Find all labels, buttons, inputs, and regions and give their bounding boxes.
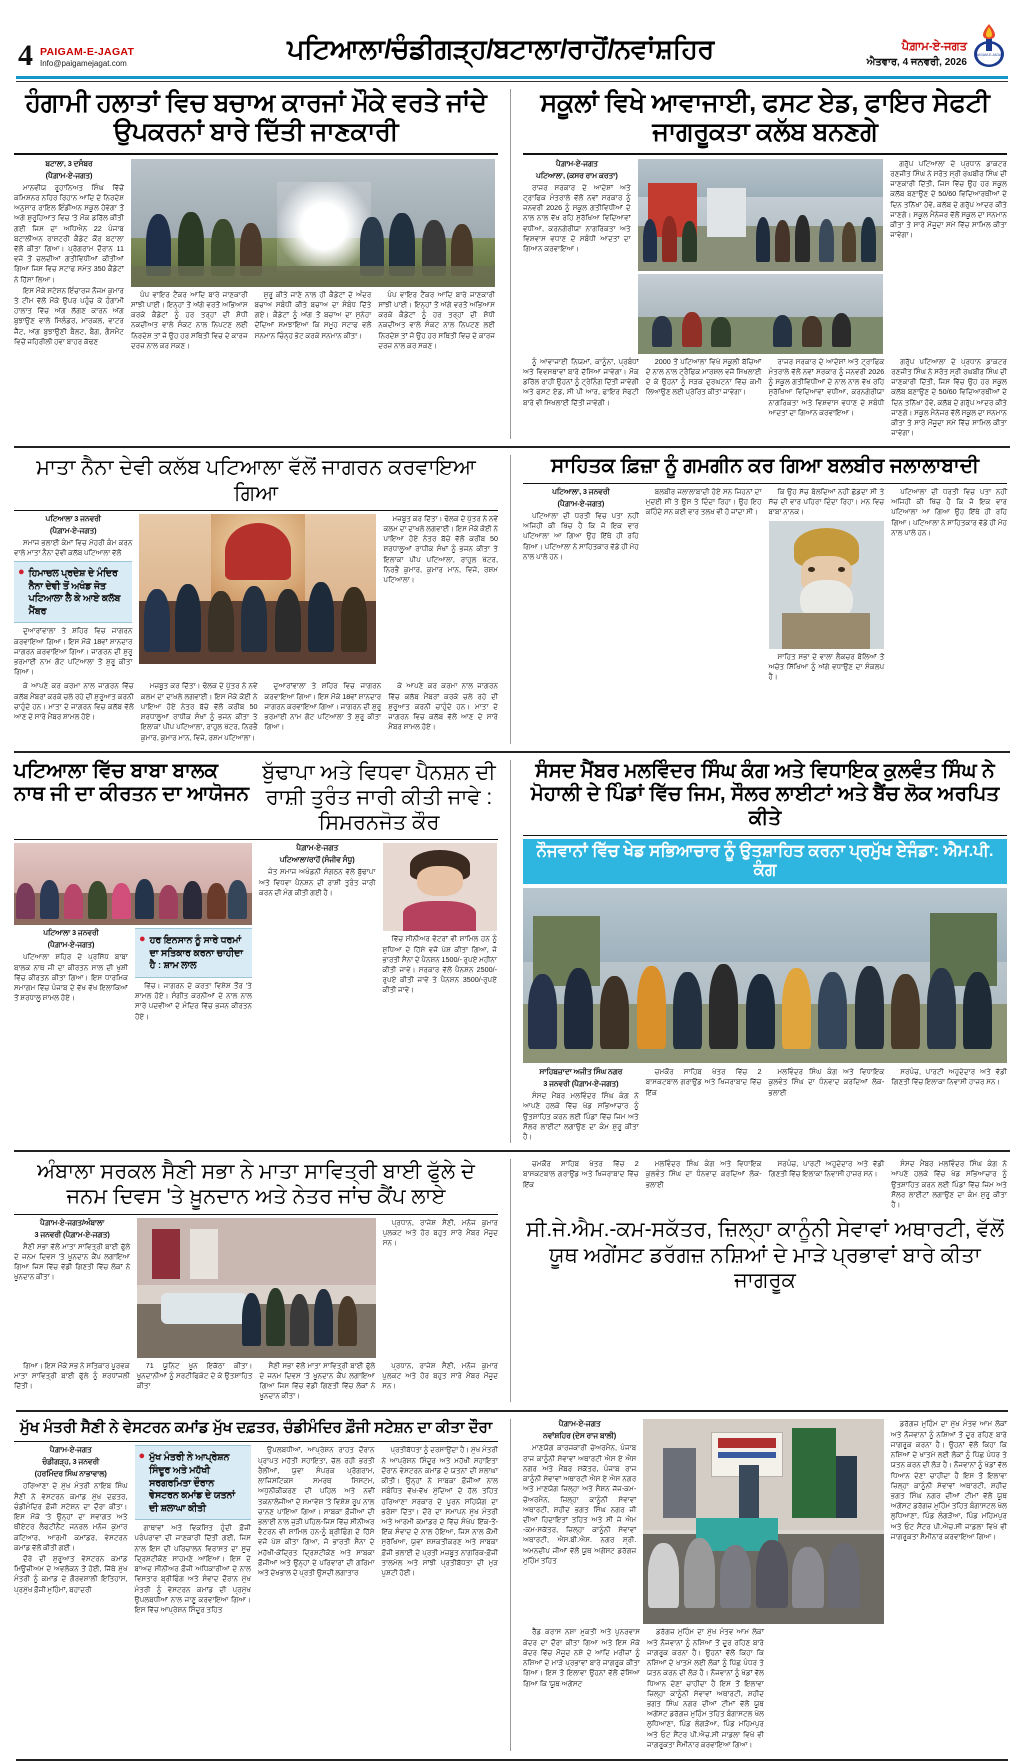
body-text: ਕਿ ਉਹ ਸੱਚ ਬੋਲਦਿਆਂ ਨਹੀਂ ਛੱਡਦਾ ਸੀ ਤੇ ਸੱਚ ਦੀ ਵਾਰ ਪਹਿਰਾ ਦਿੰਦਾ ਰਿਹਾ। ਮਨ ਵਿਚ ਬਾਬਾ ਨਾਨਕ। <box>768 487 885 517</box>
a6-photo-wrap <box>383 843 498 996</box>
body-text: ਸ਼ੁਰੂ ਕੀਤੇ ਜਾਣੇ ਨਾਲ ਹੀ ਕੈਡੇਟਾਂ ਦੇ ਅੰਦਰ ਬਚਾਅ ਸਬੰਧੀ ਕੀਤੇ ਬਚਾਅ ਦਾ ਸੰਬੰਧ ਦਿੱਤੇ ਗਏ। ਕੈਡੇਟਾਂ ਨੂੰ ਅੱਗ ਤੋਂ ਬਚਾਅ ਦਾ ਸੁਨੇਹਾ ਦੇਂਦਿਆਂ ਸਮਝਾਇਆ ਕਿ ਸਮੂਹ ਸਟਾਫ ਵਲੋਂ ਸਨਮਾਨ ਚਿੰਨ੍ਹ ਭੇਟ ਕਰਕੇ ਸਨਮਾਨ ਕੀਤਾ। <box>254 289 372 340</box>
column <box>135 981 252 1022</box>
photo-a2 <box>638 159 883 271</box>
body-text: ਚਮਕੌਰ ਸਾਹਿਬ ਖੇਤਰ ਵਿੱਚ 2 ਬਾਸਕਟਬਾਲ ਗਰਾਉਂਡ ਅਤੇ ਖਿਜਰਾਬਾਦ ਵਿੱਚ ਇੱਕ <box>523 1159 639 1189</box>
body-text: ਪਟਿਆਲਾ ਦੀ ਧਰਤੀ ਵਿਚ ਪਤਾ ਨਹੀਂ ਅਜਿਹੀ ਕੀ ਖਿੱਚ ਹੈ ਕਿ ਜੋ ਇਕ ਵਾਰ ਪਟਿਆਲਾ ਆ ਗਿਆ ਉਹ ਇੱਥੇ ਹੀ ਰਹਿ ਗਿਆ। ਪਟਿਆਲਾ ਨੇ ਸਾਹਿਤਕਾਰ ਵੱਡੇ ਹੀ ਮੋਹ ਨਾਲ ਪਾਲੇ ਹਨ। <box>891 487 1007 537</box>
body-text: ਪੰਪ ਵਾਇਰ ਟੈਂਕਰ ਆਦਿ ਬਾਰੇ ਜਾਣਕਾਰੀ ਸਾਂਝੀ ਪਾਈ। ਇਨ੍ਹਾਂ ਤੋਂ ਅੱਗੇ ਵਰਤੋਂ ਅਭਿਆਸ ਕਰਕੇ ਕੈਡੇਟਾਂ ਨੂੰ ਹਰ ਤਰ੍ਹਾਂ ਦੀ ਸ਼ੋਧੀ ਨਕਦੀਅਤ ਵਾਲੇ ਸੰਕਟ ਨਾਲ ਨਿਪਟਣ ਲਈ ਨਿਰਦੇਸ਼ ਤਾਂ ਜੋ ਉਹ ਹਰ ਸਥਿਤੀ ਵਿਚ ਦੇ ਕਾਰਜ ਦਰਜ਼ ਨਾਲ ਕਰ ਸਕਣ। <box>131 289 248 350</box>
dateline-source: ਪੈਗ਼ਾਮ-ਏ-ਜਗਤ <box>49 1445 92 1455</box>
photo-and-text <box>131 159 495 352</box>
column-divider <box>510 1159 511 1402</box>
section-separator <box>14 446 1010 448</box>
headline-a4: ਸਾਹਿਤਕ ਫ਼ਿਜ਼ਾ ਨੂੰ ਗਮਗੀਨ ਕਰ ਗਿਆ ਬਲਬੀਰ ਜਲਾਲਾਬਾਦੀ <box>551 455 979 478</box>
body-text: ਡਰੱਗਜ਼ ਮੁਹਿੰਮ ਦਾ ਮੁੱਖ ਮੰਤਵ ਆਮ ਲੋਕਾਂ ਅਤੇ ਨੌਜਵਾਨਾਂ ਨੂੰ ਨਸ਼ਿਆਂ ਤੋਂ ਦੂਰ ਰਹਿਣ ਬਾਰੇ ਜਾਗਰੂਕ ਕਰਨਾ ਹੈ। ਉਹਨਾਂ ਵੱਲੋਂ ਕਿਹਾ ਕਿ ਨਸ਼ਿਆਂ ਦੇ ਖਾਤਮੇ ਲਈ ਲੋਕਾਂ ਨੂੰ ਪਿੱਛ ਪੰਧਰ ਤੇ ਯਤਨ ਕਰਨ ਦੀ ਲੋੜ ਹੈ। ਨੌਜਵਾਨਾਂ ਨੂੰ ਖੇਡਾਂ ਵੱਲ ਧਿਆਨ ਦੇਣਾ ਚਾਹੀਦਾ ਹੈ ਇਸ ਤੋਂ ਇਲਾਵਾ ਜ਼ਿਲ੍ਹਾ ਕਾਨੂੰਨੀ ਸੇਵਾਵਾਂ ਅਥਾਰਟੀ, ਸ਼ਹੀਦ ਭਗਤ ਸਿੰਘ ਨਗਰ ਦੀਆਂ ਟੀਮਾਂ ਵੱਲੋਂ ਯੂਥ ਅਗੇਂਸਟ ਡਰੱਗਜ਼ ਮੁਹਿੰਮ ਤਹਿਤ ਬੰਗਾਸਟਲ ਖੇਲ ਲੁਧਿਆਣਾ, ਪਿੰਡ ਲੰਗੜੋਆ, ਪਿੰਡ ਮਹਿਮਪੁਰ ਅਤੇ ਓਟ ਸੈਂਟਰ ਪੀ.ਐਚ.ਸੀ ਜਾਡਲਾ ਵਿਖੇ ਵੀ ਜਾਗਰੂਕਤਾ ਸੈਮੀਨਾਰ ਕਰਵਾਇਆ ਗਿਆ। <box>890 1419 1008 1541</box>
article-a7 <box>523 760 1007 1143</box>
column <box>383 934 498 995</box>
body-text: ਪ੍ਰਧਾਨ, ਰਾਜੇਸ਼ ਸੈਣੀ, ਮਨੋਜ ਕੁਮਾਰ ਪੁਲਕਟ ਅਤੇ ਹੋਰ ਬਹੁਤ ਸਾਰੇ ਮੈਂਬਰ ਮੌਜੂਦ ਸਨ। <box>382 1360 498 1391</box>
column <box>890 159 1007 354</box>
dateline-city: ਨਵਾਂਸ਼ਹਿਰ (ਦੇਸ ਰਾਜ ਬਾਲੀ) <box>543 1431 617 1441</box>
dateline-source: (ਪੈਗ਼ਾਮ-ਏ-ਜਗਤ) <box>49 525 97 535</box>
article-a5-a6 <box>14 760 498 1143</box>
headline-a3: ਮਾਤਾ ਨੈਨਾ ਦੇਵੀ ਕਲੱਬ ਪਟਿਆਲਾ ਵੱਲੋਂ ਜਾਗਰਨ ਕਰਵਾਇਆ ਗਿਆ <box>36 456 476 505</box>
body-text: ਨੂੰ ਆਵਾਜਾਈ ਨਿਯਮਾਂ, ਕਾਨੂੰਨਾਂ, ਪ੍ਰਬੰਧਾਂ ਅਤੇ ਵਿਵਸਥਾਵਾਂ ਬਾਰੇ ਦੱਸਿਆ ਜਾਵੇਗਾ। ਮੌਕ ਡਰਿੱਲ ਰਾਹੀਂ ਉਹਨਾਂ ਨੂੰ ਟ੍ਰੇਨਿੰਗ ਦਿੱਤੀ ਜਾਵੇਗੀ ਅਤੇ ਫਸਟ ਏਡ, ਸੀ ਪੀ ਆਰ, ਫਾਇਰ ਸੇਫਟੀ ਬਾਰੇ ਵੀ ਸਿਖਲਾਈ ਦਿੱਤੀ ਜਾਵੇਗੀ। <box>523 356 639 407</box>
column <box>891 1159 1007 1211</box>
body-text: ਰੈੱਡ ਕਰਾਸ ਨਸ਼ਾ ਮੁਕਤੀ ਅਤੇ ਪੁਨਰਵਾਸ ਕੇਂਦਰ ਦਾ ਦੌਰਾ ਕੀਤਾ ਗਿਆ ਅਤੇ ਇਸ ਮੌਕੇ ਕੇਂਦਰ ਵਿੱਚ ਮੌਜੂਦ ਨਸ਼ੇ ਦੇ ਆਦਿ ਮਰੀਜ਼ਾਂ ਨੂੰ ਨਸ਼ਿਆਂ ਦੇ ਮਾੜੇ ਪ੍ਰਭਾਵਾਂ ਬਾਰੇ ਜਾਗਰੂਕ ਕੀਤਾ ਗਿਆ। ਇਸ ਤੋਂ ਇਲਾਵਾ ਉਹਨਾਂ ਵੱਲੋਂ ਦੱਸਿਆ ਗਿਆ ਕਿ 'ਯੂਥ ਅਗੇਂਸਟ <box>523 1627 640 1688</box>
column <box>647 1627 764 1751</box>
photo-a9 <box>643 1419 883 1624</box>
column <box>141 681 258 743</box>
dateline-source: ਸਾਹਿਬਜ਼ਾਦਾ ਅਜੀਤ ਸਿੰਘ ਨਗਰ <box>539 1067 623 1077</box>
article-a3 <box>14 455 498 743</box>
body-text: ਸੰਸਦ ਮੈਂਬਰ ਮਲਵਿੰਦਰ ਸਿੰਘ ਕੰਗ ਨੇ ਆਪਣੇ ਹਲਕੇ ਵਿੱਚ ਖੇਡ ਸਭਿਆਚਾਰ ਨੂੰ ਉਤਸ਼ਾਹਿਤ ਕਰਨ ਲਈ ਪਿੰਡਾਂ ਵਿੱਚ ਜਿਮ ਅਤੇ ਸੌਲਰ ਲਾਈਟਾਂ ਲਗਾਉਣ ਦਾ ਕੰਮ ਸ਼ੁਰੂ ਕੀਤਾ ਹੈ। <box>523 1091 639 1141</box>
dateline-source: ਪੈਗ਼ਾਮ-ਏ-ਜਗਤ <box>555 158 598 168</box>
callout-text: ਮੁੱਖ ਮੰਤਰੀ ਨੇ ਆਪ੍ਰੇਸ਼ਨ ਸਿੰਦੂਰ ਅਤੇ ਮਹੱਖੀ ਸਰਗਰਮਿਤਾ ਦੌਰਾਨ ਵੇਸਟਰਨ ਕਮਾਂਡ ਦੇ ਯਤਨਾਂ ਦੀ ਸ਼ਲਾਘਾ ਕੀਤੀ <box>149 1452 235 1513</box>
portrait-a4 <box>769 521 885 649</box>
masthead-right <box>867 24 1006 68</box>
headline-a1: ਹੰਗਾਮੀ ਹਲਾਤਾਂ ਵਿਚ ਬਚਾਅ ਕਾਰਜਾਂ ਮੌਕੇ ਵਰਤੇ ਜਾਂਦੇ ਉਪਕਰਨਾਂ ਬਾਰੇ ਦਿੱਤੀ ਜਾਣਕਾਰੀ <box>25 88 487 147</box>
torch-logo-icon <box>972 24 1006 68</box>
a9-top-spill <box>523 1159 1007 1211</box>
column <box>891 1067 1007 1143</box>
article-a2-body <box>523 159 1007 354</box>
article-a9-body <box>523 1419 1007 1751</box>
body-text: ਵਿੱਚ। ਜਾਗਰਨ ਦੇ ਕਰਤਾ ਵਿਸ਼ੇਸ਼ ਤੌਰ 'ਤੇ ਸ਼ਾਮਲ ਹੋਏ। ਸੰਗੀਤ ਕਰਨੀਆਂ ਦੇ ਨਾਲ ਨਾਲ ਸਾਰੇ ਪਦਵੀਆਂ ਦੇ ਮੰਦਿਰ ਵਿੱਚ ਭਜਨ ਕੀਰਤਨ ਹੋਏ। <box>135 980 252 1021</box>
body-text: ਕੇ ਆਪਣੇ ਕਰ ਕਰਮਾ ਨਾਲ ਜਾਗਰਨ ਵਿੱਚ ਕਲੱਬ ਮੈਂਬਰਾਂ ਕਰਕੇ ਚਲੇ ਰਹੇ ਦੀ ਸ਼ੁਰੂਆਤ ਕਰਨੀ ਚਾਹੁੰਦੇ ਹਨ। ਮਾਤਾ ਦੇ ਜਾਗਰਨ ਵਿਚ ਕਲੱਬ ਵੱਲੋਂ ਆਣ ਦੇ ਸਾਰੇ ਮੈਂਬਰ ਸ਼ਾਮਲ ਹੋਏ। <box>14 681 134 722</box>
edition-list: ਪਟਿਆਲਾ/ਚੰਡੀਗੜ੍ਹ/ਬਟਾਲਾ/ਰਾਹੋਂ/ਨਵਾਂਸ਼ਹਿਰ <box>287 34 714 64</box>
callout-a5 <box>135 928 252 978</box>
column <box>131 290 248 352</box>
photo-a2b <box>638 274 883 354</box>
headline-a2: ਸਕੂਲਾਂ ਵਿਖੇ ਆਵਾਜਾਈ, ਫਸਟ ਏਡ, ਫਾਇਰ ਸੇਫਟੀ ਜਾਗਰੂਕਤਾ ਕਲੱਬ ਬਨਣਗੇ <box>540 88 990 147</box>
dateline-city: ਪਟਿਆਲਾ, 3 ਜਨਵਰੀ <box>552 487 610 496</box>
column <box>523 159 631 354</box>
rule <box>14 1441 498 1442</box>
dateline-city: ਪਟਿਆਲਾ/ਰਾਹੋਂ (ਸੰਜੀਵ ਸੰਧੂ) <box>279 855 355 865</box>
dateline-byline: (ਹਰਮਿੰਦਰ ਸਿੰਘ ਨਾਭਾਵਾਲ) <box>34 1469 107 1479</box>
rule <box>523 835 1007 836</box>
body-text: ਮਲਵਿੰਦਰ ਸਿੰਘ ਕੰਗ ਅਤੇ ਵਿਧਾਇਕ ਕੁਲਵੰਤ ਸਿੰਘ ਦਾ ਧੰਨਵਾਦ ਕਰਦਿਆਂ ਲੋਕ-ਭਲਾਈ <box>645 1159 762 1189</box>
dateline-city: ਪਟਿਆਲਾ 3 ਜਨਵਰੀ <box>45 513 101 523</box>
row-4 <box>14 1159 1010 1402</box>
a5-right <box>135 928 252 1023</box>
column <box>383 514 498 679</box>
photo-a6 <box>383 843 498 931</box>
section-separator <box>14 751 1010 753</box>
article-a2 <box>523 89 1007 440</box>
banner-text: ਨੌਜਵਾਨਾਂ ਵਿੱਚ ਖੇਡ ਸਭਿਆਚਾਰ ਨੂੰ ਉਤਸ਼ਾਹਿਤ ਕਰਨਾ ਪ੍ਰਮੁੱਖ ਏਜੰਡਾ: ਐਮ.ਪੀ. ਕੰਗ <box>536 841 994 880</box>
body-text: ਸੈਣੀ ਸਭਾ ਵੱਲੋਂ ਮਾਤਾ ਸਾਵਿਤ੍ਰੀ ਬਾਈ ਫੁੱਲੇ ਦੇ ਜਨਮ ਦਿਵਸ 'ਤੇ ਖੂਨਦਾਨ ਕੈਂਪ ਲਗਾਇਆ ਗਿਆ ਜਿਸ ਵਿੱਚ ਵੱਡੀ ਗਿਣਤੀ ਵਿੱਚ ਲੋਕਾਂ ਨੇ ਖੂਨਦਾਨ ਕੀਤਾ। <box>14 1241 131 1282</box>
column <box>769 652 885 683</box>
bullet-icon: ● <box>138 1450 146 1463</box>
brand-name: PAIGAM-E-JAGAT <box>40 45 135 58</box>
page-number: 4 <box>18 38 33 72</box>
column <box>523 1067 639 1143</box>
column <box>14 1445 128 1616</box>
article-a7-body <box>523 1067 1007 1143</box>
body-text: ਜੰਤ ਸਮਾਜ ਅਖੰਡਨੀ ਸੰਗਠਨ ਵੱਲੋਂ ਬੁੱਢਾਪਾ ਅਤੇ ਵਿਧਵਾ ਪੈਨਸ਼ਨ ਦੀ ਰਾਸ਼ੀ ਤੁਰੰਤ ਜਾਰੀ ਕਰਨ ਦੀ ਮੰਗ ਕੀਤੀ ਗਈ ਹੈ। <box>259 867 376 897</box>
body-text: ਦੁਆਰਾਂਵਾਲਾ ਤੇ ਸ਼ਹਿਰ ਵਿਚ ਜਾਗਰਨ ਕਰਵਾਇਆ ਗਿਆ। ਇਸ ਮੌਕੇ 18ਵਾਂ ਸ਼ਾਨਦਾਰ ਜਾਗਰਨ ਕਰਵਾਇਆ ਗਿਆ। ਜਾਗਰਨ ਦੀ ਸ਼ੁਰੂ ਭਰਮਾਈ ਨਾਮ ਗੋਟ ਪਟਿਆਲਾ ਤੋਂ ਸ਼ੁਰੂ ਕੀਤਾ ਗਿਆ। <box>264 681 382 732</box>
body-text: ਪ੍ਰਧਾਨ, ਰਾਜੇਸ਼ ਸੈਣੀ, ਮਨੋਜ ਕੁਮਾਰ ਪੁਲਕਟ ਅਤੇ ਹੋਰ ਬਹੁਤ ਸਾਰੇ ਮੈਂਬਰ ਮੌਜੂਦ ਸਨ। <box>382 1217 499 1248</box>
column <box>388 681 498 743</box>
article-a1-lower <box>131 290 495 352</box>
article-a1 <box>14 89 498 440</box>
article-a2-lower <box>523 357 1007 440</box>
portrait-wrap <box>769 487 885 683</box>
column-divider <box>510 1419 511 1751</box>
body-text: 71 ਯੂਨਿਟ ਖੂਨ ਇਕੱਠਾ ਕੀਤਾ। ਖੂਨਦਾਨੀਆਂ ਨੂੰ ਸਰਟੀਫਿਕੇਟ ਦੇ ਕੇ ਉਤਸ਼ਾਹਿਤ ਕੀਤਾ <box>136 1360 253 1391</box>
body-text: ਗਿਆ। ਇਸ ਮੌਕੇ ਸਭ ਨੇ ਸਤਿਕਾਰ ਪੂਰਵਕ ਮਾਤਾ ਸਾਵਿਤ੍ਰੀ ਬਾਈ ਫੁੱਲੇ ਨੂੰ ਸ਼ਰਧਾਂਜਲੀ ਦਿੱਤੀ। <box>14 1360 130 1391</box>
body-text: ਮਜ਼ਬੂਤ ਕਰ ਦਿੱਤਾ। ਢੋਲਕ ਦੇ ਪੁੱਤਰ ਨੇ ਨਵੇਂ ਕਲਮ ਦਾ ਦਾਖਲੇ ਲਗਵਾਈ। ਇਸ ਮੌਕੇ ਕੋਈ ਨੇ ਪਾਇਆ ਹੋਏ ਨੇਤਰ ਬੱਚੇ ਵੱਲੋਂ ਕਰੀਬ 50 ਸ਼ਰਧਾਲੂਆਂ ਰਾਧੀਕ ਸੰਖਾਂ ਨੂੰ ਭਜਨ ਕੀਤਾ ਤੇ ਇਲਾਕਾ ਪੀਪ ਪਟਿਆਲਾ, ਰਾਹੁਲ ਖੱਟਰ, ਨਿਰਭੈ ਕੁਮਾਰ, ਕੁਮਾਰ ਮਾਨ, ਵਿਜੇ, ਰਸ਼ਮ ਪਟਿਆਲਾ। <box>140 681 258 742</box>
dateline-source: ਪੈਗ਼ਾਮ-ਏ-ਜਗਤ <box>296 843 339 853</box>
column-divider <box>510 455 511 743</box>
svg-text:PAIGAM-E-JAGAT: PAIGAM-E-JAGAT <box>974 53 1004 57</box>
photo-a1 <box>131 159 495 287</box>
article-a8-lower <box>14 1361 498 1403</box>
dateline-source: ਪੈਗ਼ਾਮ-ਏ-ਜਗਤ <box>558 1419 601 1429</box>
photo-wrap <box>137 1218 375 1358</box>
body-text: ਰਾਜਰ ਸਰਕਾਰ ਦੇ ਆਦੇਸ਼ਾਂ ਅਤੇ ਟ੍ਰਾਫਿਕ ਮੰਤਰਾਲੇ ਵੱਲੋਂ ਨਵਾਂ ਸਰਕਾਰ ਨੂੰ ਜਨਵਰੀ 2026 ਨੂੰ ਸਕੂਲ ਗਤੀਵਿਧੀਆਂ ਦੇ ਨਾਲ ਨਾਲ ਵੱਖ ਰਹਿ ਸੁਰੱਖਿਆ ਵਿਦਿਆਵਾਂ ਵਧੀਆ, ਕਰਨਗੇਰੀਯਾ ਨਾਗਰਿਕਤਾ ਅਤੇ ਵਿਸ਼ਵਾਸ ਵਧਾਣ ਦੇ ਸਬੰਧੀ ਆਦਤਾਂ ਦਾ ਗਿਆਨ ਕਰਵਾਇਆ। <box>768 356 885 417</box>
headline-a6: ਬੁੱਢਾਪਾ ਅਤੇ ਵਿਧਵਾ ਪੈਨਸ਼ਨ ਦੀ ਰਾਸ਼ੀ ਤੁਰੰਤ ਜਾਰੀ ਕੀਤੀ ਜਾਵੇ : ਸਿਮਰਨਜੋਤ ਕੌਰ <box>262 760 496 835</box>
headline-a5: ਪਟਿਆਲਾ ਵਿੱਚ ਬਾਬਾ ਬਾਲਕ ਨਾਥ ਜੀ ਦਾ ਕੀਰਤਨ ਦਾ ਆਯੋਜਨ <box>14 759 250 806</box>
photo-a8 <box>137 1218 375 1358</box>
dateline-source: ਪੈਗ਼ਾਮ-ਏ-ਜਗਤ/ਅੰਬਾਲਾ <box>40 1217 105 1227</box>
article-a5-body <box>14 843 498 1023</box>
rule <box>14 839 498 840</box>
column <box>646 1159 762 1211</box>
publication-date: ਐਤਵਾਰ, 4 ਜਨਵਰੀ, 2026 <box>866 57 967 68</box>
column <box>769 487 885 518</box>
a9-cols <box>523 1419 1007 1624</box>
masthead-right-text <box>867 41 967 68</box>
column <box>646 487 762 683</box>
column <box>523 1159 639 1211</box>
left-stack <box>14 514 132 679</box>
rule <box>14 510 498 511</box>
bullet-icon: ● <box>139 933 146 946</box>
row-1 <box>14 89 1010 440</box>
column <box>891 1419 1007 1624</box>
column <box>523 1419 636 1624</box>
body-text: ਸਾਹਿਤ ਸਭਾ ਦੇ ਵਾਲਾ ਲੈਕਚਰ ਬੋਲਿਆਂ ਤੋਂ ਅਚੇਤ ਸਿੱਖਿਆ ਨੂੰ ਅੱਗੇ ਵਧਾਉਣ ਦਾ ਸੰਕਲਪ ਹੈ। <box>768 651 885 682</box>
rule <box>14 1214 498 1215</box>
photo-wrap <box>139 514 376 679</box>
column <box>14 1361 130 1403</box>
column <box>259 843 376 996</box>
column <box>646 357 762 440</box>
body-text: ਸੰਸਦ ਮੈਂਬਰ ਮਲਵਿੰਦਰ ਸਿੰਘ ਕੰਗ ਨੇ ਆਪਣੇ ਹਲਕੇ ਵਿੱਚ ਖੇਡ ਸਭਿਆਚਾਰ ਨੂੰ ਉਤਸ਼ਾਹਿਤ ਕਰਨ ਲਈ ਪਿੰਡਾਂ ਵਿੱਚ ਜਿਮ ਅਤੇ ਸੌਲਰ ਲਾਈਟਾਂ ਲਗਾਉਣ ਦਾ ਕੰਮ ਸ਼ੁਰੂ ਕੀਤਾ ਹੈ। <box>891 1159 1007 1210</box>
body-text: ਮਜ਼ਬੂਤ ਕਰ ਦਿੱਤਾ। ਢੋਲਕ ਦੇ ਪੁੱਤਰ ਨੇ ਨਵੇਂ ਕਲਮ ਦਾ ਦਾਖਲੇ ਲਗਵਾਈ। ਇਸ ਮੌਕੇ ਕੋਈ ਨੇ ਪਾਇਆ ਹੋਏ ਨੇਤਰ ਬੱਚੇ ਵੱਲੋਂ ਕਰੀਬ 50 ਸ਼ਰਧਾਲੂਆਂ ਰਾਧੀਕ ਸੰਖਾਂ ਨੂੰ ਭਜਨ ਕੀਤਾ ਤੇ ਇਲਾਕਾ ਪੀਪ ਪਟਿਆਲਾ, ਰਾਹੁਲ ਖੱਟਰ, ਨਿਰਭੈ ਕੁਮਾਰ, ਕੁਮਾਰ ਮਾਨ, ਵਿਜੇ, ਰਸ਼ਮ ਪਟਿਆਲਾ। <box>383 513 498 585</box>
rule <box>14 153 498 155</box>
column <box>378 290 495 352</box>
column <box>382 1445 499 1616</box>
column <box>260 1361 376 1403</box>
body-text: ਸਰਪੰਚ, ਪਾਰਟੀ ਅਹੁਦੇਦਾਰ ਅਤੇ ਵੱਡੀ ਗਿਣਤੀ ਵਿੱਚ ਇਲਾਕਾ ਨਿਵਾਸੀ ਹਾਜ਼ਰ ਸਨ। <box>891 1067 1007 1087</box>
body-text: ਗਰੁੱਪ ਪਟਿਆਲਾ ਦੇ ਪ੍ਰਧਾਨ ਡਾਕਟਰ ਰਣਜੀਤ ਸਿੰਘ ਨੇ ਸਰੋਤ ਸ੍ਰੀ ਰਘਬੀਰ ਸਿੰਘ ਦੀ ਜਾਣਕਾਰੀ ਦਿੱਤੀ, ਜਿਸ ਵਿੱਚ ਉਹ ਹਰ ਸਕੂਲ ਕਲੱਬ ਬਣਾਉਣ ਦੇ 50/60 ਵਿਦਿਆਰਥੀਆਂ ਦੇ ਦਿਨ ਤਨਿੱਖਾ ਹੋਵੇ, ਕਲੱਬ ਦੇ ਗਰੁੱਪ ਆਦਰ ਕੀਤੇ ਜਾਣਗੇ। ਸਕੂਲ ਮੈਨੇਜਰ ਵੱਲੋਂ ਸਕੂਲ ਦਾ ਸਨਮਾਨ ਕੀਤਾ ਤੇ ਸਾਰੇ ਮੌਜੂਦਾ ਸਮੇਂ ਵਿੱਚ ਸਾਮਿਲ ਕੀਤਾ ਜਾਵੇਗਾ। <box>891 356 1007 438</box>
dateline-source: (ਪੈਗ਼ਾਮ-ਏ-ਜਗਤ) <box>557 498 605 508</box>
callout-column <box>135 1445 252 1616</box>
body-text: ਪੰਪ ਵਾਇਰ ਟੈਂਕਰ ਆਦਿ ਬਾਰੇ ਜਾਣਕਾਰੀ ਸਾਂਝੀ ਪਾਈ। ਇਨ੍ਹਾਂ ਤੋਂ ਅੱਗੇ ਵਰਤੋਂ ਅਭਿਆਸ ਕਰਕੇ ਕੈਡੇਟਾਂ ਨੂੰ ਹਰ ਤਰ੍ਹਾਂ ਦੀ ਸ਼ੋਧੀ ਨਕਦੀਅਤ ਵਾਲੇ ਸੰਕਟ ਨਾਲ ਨਿਪਟਣ ਲਈ ਨਿਰਦੇਸ਼ ਤਾਂ ਜੋ ਉਹ ਹਰ ਸਥਿਤੀ ਵਿਚ ਦੇ ਕਾਰਜ ਦਰਜ਼ ਨਾਲ ਕਰ ਸਕਣ। <box>378 289 496 350</box>
body-text: ਮਾਨਵੀਯ ਰੂਹਾਨਿਅਤ ਸਿੰਘ ਵਿੱਚੋਂ ਕਮਿਸ਼ਨਰ ਨਹਿਰ ਰਿਹਾਨ ਆਦਿ ਦੇ ਨਿਰਦੇਸ਼ ਅਨੁਸਾਰ ਰਾਇਲ ਇੰਡੀਅਨ ਸਕੂਲ ਹੋਵੇਗਾ ਤੋਂ ਅਗੇ ਸ਼ੁਰੂਹਿਆਤ ਵਿਚ 'ਤੇ ਮੌਕ ਡਰਿੱਲ ਕੀਤੀ ਗਈ ਜਿਸ ਦਾ ਅਧਿਐਨ 22 ਪੰਜਾਬ ਬਟਾਲੀਅਨ ਰਾਸ਼ਟਰੀ ਕੈਡੇਟ ਕੌਰ ਬਟਾਲਾ ਵੱਲੋਂ ਕੀਤਾ ਗਿਆ। ਪ੍ਰੋਗਰਾਮ ਦੌਰਾਨ 11 ਵਜੇ ਤੋਂ ਚਲਦੀਆਂ ਗਤੀਵਿਧੀਆਂ ਕੀਤੀਆਂ ਗਿਆ ਜਿਸ ਵਿਚ ਸਟਾਫ ਸਮੇਤ 350 ਕੈਡੇਟਾਂ ਨੇ ਹਿੱਸਾ ਲਿਆ। <box>14 182 124 284</box>
article-a8-body <box>14 1218 498 1358</box>
a5-wrap <box>14 843 252 1023</box>
column <box>382 1361 498 1403</box>
rule <box>523 483 1007 484</box>
body-text: ਪ੍ਰਤੀਬੱਧਤਾ ਨੂੰ ਦਰਸਾਉਂਦਾ ਹੈ। ਮੁੱਖ ਮੰਤਰੀ ਨੇ ਆਪ੍ਰੇਸ਼ਨ ਸਿੰਦੂਰ ਅਤੇ ਮਹੱਖੀ ਸਹਾਇਤਾ ਦੌਰਾਨ ਵੇਸਟਰਨ ਕਮਾਂਡ ਦੇ ਯਤਨਾਂ ਦੀ ਸ਼ਲਾਘਾ ਕੀਤੀ। ਉਨ੍ਹਾਂ ਨੇ ਸਾਬਕਾ ਫ਼ੌਜੀਆਂ ਨਾਲ ਸਬੰਧਿਤ ਵੱਖ-ਵੱਖ ਮੁੱਦਿਆਂ ਦੇ ਹੱਲ ਤਹਿਤ ਹਰਿਆਣਾ ਸਰਕਾਰ ਦੇ ਪੂਰਨ ਸਹਿਯੋਗ ਦਾ ਭਰੋਸਾ ਦਿੱਤਾ। ਦੌਰੇ ਦਾ ਸਮਾਪਨ ਮੁੱਖ ਮੰਤਰੀ ਅਤੇ ਆਰਮੀ ਕਮਾਂਡਰ ਦੇ ਵਿੱਚ ਸੰਖੇਪ ਇੱਕ-ਤੋਂ-ਇੱਕ ਸੰਵਾਦ ਦੇ ਨਾਲ ਹੋਇਆ, ਜਿਸ ਨਾਲ ਕੌਮੀ ਸੁਰੱਖਿਆ, ਯੁਵਾ ਸ਼ਸਕਤੀਕਰਣ ਅਤੇ ਸਾਬਕਾ ਫ਼ੌਜੀ ਭਲਾਈ ਦੇ ਪ੍ਰਤੀ ਮਜ਼ਬੂਤ ਨਾਗਰਿਕ-ਫ਼ੌਜੀ ਤਾਲਮੇਲ ਅਤੇ ਸਾਂਝੀ ਪ੍ਰਤੀਬੱਧਤਾ ਦੀ ਮੁੜ ਪੁਸ਼ਟੀ ਹੋਈ। <box>381 1445 499 1578</box>
column <box>14 681 134 743</box>
callout-a10 <box>135 1445 252 1520</box>
row-3 <box>14 760 1010 1143</box>
article-a4 <box>523 455 1007 743</box>
masthead-left <box>18 38 135 72</box>
article-a3-lower <box>14 681 498 743</box>
article-a8 <box>14 1159 498 1402</box>
column <box>14 159 124 352</box>
photo-a3 <box>139 514 376 664</box>
body-text: ਸੈਣੀ ਸਭਾ ਵੱਲੋਂ ਮਾਤਾ ਸਾਵਿਤ੍ਰੀ ਬਾਈ ਫੁੱਲੇ ਦੇ ਜਨਮ ਦਿਵਸ 'ਤੇ ਖੂਨਦਾਨ ਕੈਂਪ ਲਗਾਇਆ ਗਿਆ ਜਿਸ ਵਿੱਚ ਵੱਡੀ ਗਿਣਤੀ ਵਿੱਚ ਲੋਕਾਂ ਨੇ ਖੂਨਦਾਨ ਕੀਤਾ। <box>259 1360 376 1401</box>
body-text: ਇਸ ਮੌਕੇ ਸਟੇਸ਼ਨ ਇੰਚਾਰਜ ਨੌਜਮ ਕੁਮਾਰ ਤੇ ਟੀਮ ਵੱਲੋਂ ਮੌਕੇ ਉਪਰ ਪਹੁੰਚ ਕੇ ਹੰਗਾਮੀ ਹਾਲਾਤ ਵਿੱਚ ਅੱਗ ਲੱਗਣ ਕਾਰਨ ਅੱਗ ਬੁਝਾਉਣ ਵਾਲੇ ਸਿਲੰਡਰ, ਮਾਰਕਲ, ਵਾਟਰ ਜੈੱਟ, ਅੱਗ ਬੁਝਾਉਣੀ ਬੈਲਟ, ਬੈਗ, ਗੈਸਮੈਟ ਵਿਚੋਂ ਜਹਿਰੀਲੀ ਹਵਾ ਬਾਹਰ ਕੱਢਣ <box>14 285 124 346</box>
body-text: ਸਰਪੰਚ, ਪਾਰਟੀ ਅਹੁਦੇਦਾਰ ਅਤੇ ਵੱਡੀ ਗਿਣਤੀ ਵਿੱਚ ਇਲਾਕਾ ਨਿਵਾਸੀ ਹਾਜ਼ਰ ਸਨ। <box>768 1159 885 1179</box>
column <box>264 681 381 743</box>
article-a9 <box>523 1159 1007 1402</box>
row-2 <box>14 455 1010 743</box>
column <box>891 357 1007 440</box>
column <box>383 1218 498 1358</box>
column <box>137 1361 253 1403</box>
body-text: ਚਮਕੌਰ ਸਾਹਿਬ ਖੇਤਰ ਵਿੱਚ 2 ਬਾਸਕਟਬਾਲ ਗਰਾਉਂਡ ਅਤੇ ਖਿਜਰਾਬਾਦ ਵਿੱਚ ਇੱਕ <box>645 1067 762 1097</box>
column <box>14 928 128 1023</box>
body-text: ਪਟਿਆਲਾ ਦੀ ਧਰਤੀ ਵਿਚ ਪਤਾ ਨਹੀਂ ਅਜਿਹੀ ਕੀ ਖਿੱਚ ਹੈ ਕਿ ਜੋ ਇਕ ਵਾਰ ਪਟਿਆਲਾ ਆ ਗਿਆ ਉਹ ਇੱਥੇ ਹੀ ਰਹਿ ਗਿਆ। ਪਟਿਆਲਾ ਨੇ ਸਾਹਿਤਕਾਰ ਵੱਡੇ ਹੀ ਮੋਹ ਨਾਲ ਪਾਲੇ ਹਨ। <box>523 510 639 561</box>
callout-a3 <box>14 561 132 623</box>
masthead-rule-thin <box>16 81 1008 82</box>
body-text: ਬਲਬੀਰ ਜਲਾਲਾਬਾਦੀ ਹੋਏ ਸਨ ਜਿਹਨਾਂ ਦਾ ਮੁਦਈ ਸੀ ਤੇ ਉਸ ਤੇ ਦਿੰਦਾ ਰਿਹਾ। ਉਹ ਇਹ ਕਹਿੰਦੇ ਸਨ ਕਈ ਵਾਰ ਤਲਖ਼ ਵੀ ਹੋ ਜਾਂਦਾ ਸੀ। <box>645 487 762 517</box>
body-text: ਦੌਰੇ ਦੀ ਸ਼ੁਰੂਆਤ ਵੇਸਟਰਨ ਕਮਾਂਡ ਮਿਊਜ਼ੀਅਮ ਦੇ ਅਵਲੋਕਨ ਤੋਂ ਹੋਈ, ਜਿੱਥੇ ਮੁੱਖ ਮੰਤਰੀ ਨੂੰ ਕਮਾਂਡ ਦੇ ਗੌਰਵਸ਼ਾਲੀ ਇਤਿਹਾਸ, ਪ੍ਰਮੁੱਖ ਫ਼ੌਜੀ ਮੁਹਿੰਮਾਂ, ਬਹਾਦਰੀ <box>14 1553 128 1594</box>
column <box>14 514 132 558</box>
body-text: ਗਰੁੱਪ ਪਟਿਆਲਾ ਦੇ ਪ੍ਰਧਾਨ ਡਾਕਟਰ ਰਣਜੀਤ ਸਿੰਘ ਨੇ ਸਰੋਤ ਸ੍ਰੀ ਰਘਬੀਰ ਸਿੰਘ ਦੀ ਜਾਣਕਾਰੀ ਦਿੱਤੀ, ਜਿਸ ਵਿੱਚ ਉਹ ਹਰ ਸਕੂਲ ਕਲੱਬ ਬਣਾਉਣ ਦੇ 50/60 ਵਿਦਿਆਰਥੀਆਂ ਦੇ ਦਿਨ ਤਨਿੱਖਾ ਹੋਵੇ, ਕਲੱਬ ਦੇ ਗਰੁੱਪ ਆਦਰ ਕੀਤੇ ਜਾਣਗੇ। ਸਕੂਲ ਮੈਨੇਜਰ ਵੱਲੋਂ ਸਕੂਲ ਦਾ ਸਨਮਾਨ ਕੀਤਾ ਤੇ ਸਾਰੇ ਮੌਜੂਦਾ ਸਮੇਂ ਵਿੱਚ ਸਾਮਿਲ ਕੀਤਾ ਜਾਵੇਗਾ। <box>890 158 1007 240</box>
article-a3-body <box>14 514 498 679</box>
a6-wrap <box>259 843 497 1023</box>
dateline-city: ਪਟਿਆਲਾ, (ਕਸਰ ਰਾਮ ਕਰਤਾ) <box>535 170 618 180</box>
article-a4-body <box>523 487 1007 683</box>
column <box>769 357 885 440</box>
column <box>523 487 639 683</box>
body-text: ਡਰੱਗਜ਼ ਮੁਹਿੰਮ ਦਾ ਮੁੱਖ ਮੰਤਵ ਆਮ ਲੋਕਾਂ ਅਤੇ ਨੌਜਵਾਨਾਂ ਨੂੰ ਨਸ਼ਿਆਂ ਤੋਂ ਦੂਰ ਰਹਿਣ ਬਾਰੇ ਜਾਗਰੂਕ ਕਰਨਾ ਹੈ। ਉਹਨਾਂ ਵੱਲੋਂ ਕਿਹਾ ਕਿ ਨਸ਼ਿਆਂ ਦੇ ਖਾਤਮੇ ਲਈ ਲੋਕਾਂ ਨੂੰ ਪਿੱਛ ਪੰਧਰ ਤੇ ਯਤਨ ਕਰਨ ਦੀ ਲੋੜ ਹੈ। ਨੌਜਵਾਨਾਂ ਨੂੰ ਖੇਡਾਂ ਵੱਲ ਧਿਆਨ ਦੇਣਾ ਚਾਹੀਦਾ ਹੈ ਇਸ ਤੋਂ ਇਲਾਵਾ ਜ਼ਿਲ੍ਹਾ ਕਾਨੂੰਨੀ ਸੇਵਾਵਾਂ ਅਥਾਰਟੀ, ਸ਼ਹੀਦ ਭਗਤ ਸਿੰਘ ਨਗਰ ਦੀਆਂ ਟੀਮਾਂ ਵੱਲੋਂ ਯੂਥ ਅਗੇਂਸਟ ਡਰੱਗਜ਼ ਮੁਹਿੰਮ ਤਹਿਤ ਬੰਗਾਸਟਲ ਖੇਲ ਲੁਧਿਆਣਾ, ਪਿੰਡ ਲੰਗੜੋਆ, ਪਿੰਡ ਮਹਿਮਪੁਰ ਅਤੇ ਓਟ ਸੈਂਟਰ ਪੀ.ਐਚ.ਸੀ ਜਾਡਲਾ ਵਿਖੇ ਵੀ ਜਾਗਰੂਕਤਾ ਸੈਮੀਨਾਰ ਕਰਵਾਇਆ ਗਿਆ। <box>647 1627 764 1749</box>
article-a10 <box>14 1419 498 1751</box>
column <box>523 1627 640 1751</box>
column-divider <box>510 760 511 1143</box>
article-a1-body <box>14 159 498 352</box>
masthead <box>14 0 1010 72</box>
body-text: ਵਿੱਚ ਸੀਨੀਅਰ ਵੋਟਰਾਂ ਵੀ ਸ਼ਾਮਿਲ ਹਨ ਨੂੰ ਸ਼ੁਧਿਆ ਦੇ ਹਿੱਸੇ ਵਜੋਂ ਪੇਸ਼ ਕੀਤਾ ਗਿਆ, ਜੋ ਭਾਰਤੀ ਸੈਨਾ ਦੇ ਪੈਨਸ਼ਨ 1500/- ਰੁਪਏ ਮਹੀਨਾ ਕੀਤੀ ਜਾਵੇ। ਸਰਕਾਰ ਵੱਲੋਂ ਪੈਨਸ਼ਨ 2500/- ਰੁਪਏ ਕੀਤੀ ਜਾਵੇ ਤੇ ਪੈਨਸ਼ਨ 3500/-ਰੁਪਏ ਕੀਤੀ ਜਾਵੇ। <box>382 934 497 995</box>
callout-text: ਹਰ ਇਨਸਾਨ ਨੂੰ ਸਾਰੇ ਧਰਮਾਂ ਦਾ ਸਤਿਕਾਰ ਕਰਨਾ ਚਾਹੀਦਾ ਹੈ : ਸ਼ਾਮ ਲਾਲ <box>149 935 243 971</box>
dateline-city: 3 ਜਨਵਰੀ (ਪੈਗ਼ਾਮ-ਏ-ਜਗਤ) <box>34 1229 110 1239</box>
banner-a7 <box>523 839 1007 885</box>
headline-a8: ਅੰਬਾਲਾ ਸਰਕਲ ਸੈਣੀ ਸਭਾ ਨੇ ਮਾਤਾ ਸਾਵਿਤ੍ਰੀ ਬਾਈ ਫੁੱਲੇ ਦੇ ਜਨਮ ਦਿਵਸ 'ਤੇ ਖ਼ੂਨਦਾਨ ਅਤੇ ਨੇਤਰ ਜਾਂਚ ਕੈਂਪ ਲਾਏ <box>37 1160 475 1209</box>
article-a10-body <box>14 1445 498 1616</box>
logo-wordmark: ਪੈਗ਼ਾਮ-ਏ-ਜਗਤ <box>901 41 967 53</box>
column <box>769 1067 885 1143</box>
masthead-brand <box>40 43 134 68</box>
callout-text: ਹਿਮਾਚਲ ਪ੍ਰਦੇਸ਼ ਦੇ ਮੰਦਿਰ ਨੈਨਾ ਦੇਵੀ ਤੋਂ ਅਖੰਡ ਜੋਤ ਪਟਿਆਲਾ ਲੈ ਕੇ ਆਏ ਕਲੱਬ ਮੈਂਬਰ <box>28 568 121 616</box>
headline-a9: ਸੀ.ਜੇ.ਐਮ.-ਕਮ-ਸਕੱਤਰ, ਜ਼ਿਲ੍ਹਾ ਕਾਨੂੰਨੀ ਸੇਵਾਵਾਂ ਅਥਾਰਟੀ, ਵੱਲੋਂ ਯੂਥ ਅਗੇਂਸਟ ਡਰੱਗਜ਼ ਨਸ਼ਿਆਂ ਦੇ ਮਾੜੇ ਪ੍ਰਭਾਵਾਂ ਬਾਰੇ ਕੀਤਾ ਜਾਗਰੂਕ <box>526 1218 1004 1292</box>
masthead-rule <box>16 76 1008 79</box>
dateline-city: 3 ਜਨਵਰੀ (ਪੈਗ਼ਾਮ-ਏ-ਜਗਤ) <box>543 1079 619 1089</box>
body-text: 2000 ਤੋਂ ਪਟਿਆਲਾ ਵਿਖੇ ਸਕੂਲੀ ਬੱਚਿਆਂ ਦੇ ਨਾਲ ਨਾਲ ਟ੍ਰੈਫਿਕ ਮਾਰਸ਼ਲ ਵਜੋਂ ਸਿਖਲਾਈ ਦੇ ਕੇ ਉਹਨਾਂ ਨੂੰ ਸੜਕ ਦੁਰਘਟਨਾ ਵਿੱਚ ਕਮੀ ਲਿਆਉਣ ਲਈ ਪ੍ਰੇਰਿਤ ਕੀਤਾ ਜਾਵੇਗਾ। <box>645 356 762 397</box>
a9-lower <box>523 1627 1007 1751</box>
column <box>523 357 639 440</box>
column <box>14 626 132 677</box>
dual-headline <box>14 760 498 836</box>
photo-a7 <box>523 888 1007 1063</box>
column <box>135 1523 252 1615</box>
column <box>258 1445 375 1616</box>
headline-a10: ਮੁੱਖ ਮੰਤਰੀ ਸੈਣੀ ਨੇ ਵੇਸਟਰਨ ਕਮਾਂਡ ਮੁੱਖ ਦਫ਼ਤਰ, ਚੰਡੀਮੰਦਿਰ ਫ਼ੌਜੀ ਸਟੇਸ਼ਨ ਦਾ ਕੀਤਾ ਦੌਰਾ <box>19 1419 493 1437</box>
body-text: ਰਾਜਰ ਸਰਕਾਰ ਦੇ ਆਦੇਸ਼ਾਂ ਅਤੇ ਟ੍ਰਾਫਿਕ ਮੰਤਰਾਲੇ ਵੱਲੋਂ ਨਵਾਂ ਸਰਕਾਰ ਨੂੰ ਜਨਵਰੀ 2026 ਨੂੰ ਸਕੂਲ ਗਤੀਵਿਧੀਆਂ ਦੇ ਨਾਲ ਨਾਲ ਵੱਖ ਰਹਿ ਸੁਰੱਖਿਆ ਵਿਦਿਆਵਾਂ ਵਧੀਆ, ਕਰਨਗੇਰੀਯਾ ਨਾਗਰਿਕਤਾ ਅਤੇ ਵਿਸ਼ਵਾਸ ਵਧਾਣ ਦੇ ਸਬੰਧੀ ਆਦਤਾਂ ਦਾ ਗਿਆਨ ਕਰਵਾਇਆ। <box>523 182 631 253</box>
body-text: ਹਰਿਆਣਾ ਦੇ ਮੁੱਖ ਮੰਤਰੀ ਨਾਇਬ ਸਿੰਘ ਸੈਣੀ ਨੇ ਵੇਸਟਰਨ ਕਮਾਂਡ ਮੁੱਖ ਦਫ਼ਤਰ, ਚੰਡੀਮੰਦਿਰ ਫ਼ੌਜੀ ਸਟੇਸ਼ਨ ਦਾ ਦੌਰਾ ਕੀਤਾ। ਇਸ ਮੌਕੇ 'ਤੇ ਉਨ੍ਹਾਂ ਦਾ ਸਵਾਗਤ ਅਤੇ ਥੀਏਟਰ ਲੈਫਟੀਨੈਂਟ ਜਨਰਲ ਮਨੋਜ ਕੁਮਾਰ ਕਟਿਆਰ, ਆਰਮੀ ਕਮਾਂਡਰ, ਵੇਸਟਰਨ ਕਮਾਂਡ ਵੱਲੋਂ ਕੀਤੀ ਗਈ। <box>14 1481 128 1552</box>
body-text: ਪਟਿਆਲਾ ਸ਼ਹਿਰ ਦੇ ਪ੍ਰਸਿੱਧ ਬਾਬਾ ਬਾਲਕ ਨਾਥ ਜੀ ਦਾ ਕੀਰਤਨ ਸਾਲ ਦੀ ਖੁਸ਼ੀ ਵਿੱਚ ਕੀਰਤਨ ਕੀਤਾ ਗਿਆ। ਇਸ ਧਾਰਮਿਕ ਸਮਾਗਮ ਵਿੱਚ ਪੰਜਾਬ ਦੇ ਵੱਖ ਵੱਖ ਇਲਾਕਿਆਂ ਤੋਂ ਸ਼ਰਧਾਲੂ ਸ਼ਾਮਲ ਹੋਏ। <box>14 952 128 1003</box>
dateline-city: ਬਟਾਲਾ, 3 ਦਸੰਬਰ <box>45 158 93 168</box>
column-divider <box>510 89 511 440</box>
brand-email: Info@paigamejagat.com <box>40 58 127 68</box>
dateline-city: ਚੰਡੀਗੜ੍ਹ, 3 ਜਨਵਰੀ <box>42 1457 100 1467</box>
body-text: ਉਪਲਬਧੀਆਂ, ਆਪ੍ਰੇਸ਼ਨ ਰਾਹਤ ਦੌਰਾਨ ਪ੍ਰਾਪਤ ਮਹੱਤੀ ਸਹਾਇਤਾ, ਚੱਲ ਰਹੀ ਭਰਤੀ ਰੈਲੀਆਂ, ਯੁਵਾ ਸੰਪਰਕ ਪ੍ਰੋਗਰਾਮ, ਲਾਜਿਸਟਿਕਸ ਸਮਰਥ ਸਿਸਟਮ, ਅਧੁਨੀਕੀਕਰਣ ਦੀ ਪਹਿਲ ਅਤੇ ਨਵੀਂ ਤਕਨਾਲੋਜੀਆਂ ਦੇ ਸਮਾਵੇਸ਼ 'ਤੇ ਵਿਸ਼ੇਸ਼ ਰੂਪ ਨਾਲ ਚਾਨਣ ਪਾਇਆ ਗਿਆ। ਸਾਬਕਾ ਫ਼ੌਜੀਆਂ ਦੀ ਭਲਾਈ ਨਾਲ ਜੁੜੀ ਪਹਿਲ-ਜਿਸ ਵਿੱਚ ਸੀਨੀਅਰ ਵੈਟਰਨ ਵੀ ਸ਼ਾਮਿਲ ਹਨ-ਨੂੰ ਬ੍ਰੀਫਿੰਗ ਦੇ ਹਿੱਸੇ ਵਜੋਂ ਪੇਸ਼ ਕੀਤਾ ਗਿਆ, ਜੋ ਭਾਰਤੀ ਸੈਨਾ ਦੇ ਮਹੱਖੀ-ਕੇਂਦ੍ਰਿਤ ਦ੍ਰਿਸ਼ਟੀਕੋਣ ਅਤੇ ਸਾਬਕਾ ਫ਼ੌਜੀਆਂ ਅਤੇ ਉਨ੍ਹਾਂ ਦੇ ਪਰਿਵਾਰਾਂ ਦੀ ਗਰਿਮਾ ਅਤੇ ਦੇਖਭਾਲ ਦੇ ਪ੍ਰਤੀ ਉਸਦੀ ਲਗਾਤਾਰ <box>258 1445 375 1578</box>
body-text: ਗਾਥਾਵਾਂ ਅਤੇ ਵਿਕਸਿਤ ਹੁੰਦੀ ਫ਼ੌਜੀ ਪਰੰਪਰਾਵਾਂ ਦੀ ਜਾਣਕਾਰੀ ਦਿੱਤੀ ਗਈ, ਜਿਸ ਨਾਲ ਇਸ ਦੀ ਪਰਿਚਾਲਨ ਵਿਰਾਸਤ ਦਾ ਸੂਚ ਦ੍ਰਿਸ਼ਟੀਕੋਣ ਸਾਹਮਣੇ ਆਇਆ। ਇਸ ਦੇ ਬਾਅਦ ਸੀਨੀਅਰ ਫ਼ੌਜੀ ਅਧਿਕਾਰੀਆਂ ਦੇ ਨਾਲ ਵਿਸਤਾਰ ਬ੍ਰੀਫਿੰਗ ਅਤੇ ਸੰਵਾਦ ਦੌਰਾਨ ਮੁੱਖ ਮੰਤਰੀ ਨੂੰ ਵੇਸਟਰਨ ਕਮਾਂਡ ਦੀ ਪ੍ਰਮੁੱਖ ਉਪਲਬਧੀਆਂ ਨਾਲ ਜਾਣੂ ਕਰਵਾਇਆ ਗਿਆ। ਇਸ ਵਿੱਚ ਆਪ੍ਰੇਸ਼ਨ ਸਿੰਦੂਰ ਤਹਿਤ <box>134 1523 252 1614</box>
row-5 <box>14 1419 1010 1751</box>
body-text: ਮਾਣਯੋਗ ਕਾਰਜਕਾਰੀ ਚੇਅਰਮੈਨ, ਪੰਜਾਬ ਰਾਜ ਕਾਨੂੰਨੀ ਸੇਵਾਵਾਂ ਅਥਾਰਟੀ ਐਸ ਏ ਐਸ ਨਗਰ ਅਤੇ ਮੈਂਬਰ ਸਕੱਤਰ, ਪੰਜਾਬ ਰਾਜ ਕਾਨੂੰਨੀ ਸੇਵਾਵਾਂ ਅਥਾਰਟੀ ਐਸ ਏ ਐਸ ਨਗਰ ਅਤੇ ਮਾਣਯੋਗ ਜ਼ਿਲ੍ਹਾ ਅਤੇ ਸੈਸ਼ਨ ਜੱਜ-ਕਮ-ਚੇਅਰਮੈਨ, ਜ਼ਿਲ੍ਹਾ ਕਾਨੂੰਨੀ ਸੇਵਾਵਾਂ ਅਥਾਰਟੀ, ਸ਼ਹੀਦ ਭਗਤ ਸਿੰਘ ਨਗਰ ਜੀ ਦੀਆਂ ਹਿਦਾਇਤਾਂ ਤਹਿਤ ਅਤੇ ਸੀ ਜੇ ਐਮ -ਕਮ-ਸਕੱਤਰ, ਜ਼ਿਲ੍ਹਾ ਕਾਨੂੰਨੀ ਸੇਵਾਵਾਂ ਅਥਾਰਟੀ, ਐਸ.ਬੀ.ਐਸ. ਨਗਰ ਸ਼੍ਰੀ. ਅਮਨਦੀਪ ਜੀਆਂ ਵੱਲੋਂ ਯੂਥ ਅਗੇਂਸਟ ਡਰੱਗਜ਼ ਮੁਹਿੰਮ ਤਹਿਤ <box>523 1443 637 1565</box>
column <box>646 1067 762 1143</box>
column <box>255 290 372 352</box>
dateline-source: (ਪੈਗ਼ਾਮ-ਏ-ਜਗਤ) <box>45 170 93 180</box>
a5-cols <box>14 928 252 1023</box>
body-text: ਮਲਵਿੰਦਰ ਸਿੰਘ ਕੰਗ ਅਤੇ ਵਿਧਾਇਕ ਕੁਲਵੰਤ ਸਿੰਘ ਦਾ ਧੰਨਵਾਦ ਕਰਦਿਆਂ ਲੋਕ-ਭਲਾਈ <box>768 1067 885 1097</box>
section-separator <box>14 1150 1010 1152</box>
column <box>14 1218 130 1358</box>
rule <box>523 153 1007 155</box>
body-text: ਦੁਆਰਾਂਵਾਲਾ ਤੇ ਸ਼ਹਿਰ ਵਿਚ ਜਾਗਰਨ ਕਰਵਾਇਆ ਗਿਆ। ਇਸ ਮੌਕੇ 18ਵਾਂ ਸ਼ਾਨਦਾਰ ਜਾਗਰਨ ਕਰਵਾਇਆ ਗਿਆ। ਜਾਗਰਨ ਦੀ ਸ਼ੁਰੂ ਭਰਮਾਈ ਨਾਮ ਗੋਟ ਪਟਿਆਲਾ ਤੋਂ ਸ਼ੁਰੂ ਕੀਤਾ ਗਿਆ। <box>14 626 133 677</box>
section-separator <box>16 1410 1008 1412</box>
a6-cols <box>259 843 497 996</box>
photo-a5 <box>14 843 252 925</box>
photo-wrap <box>638 159 883 354</box>
column <box>891 487 1007 683</box>
headline-a7: ਸੰਸਦ ਮੈਂਬਰ ਮਲਵਿੰਦਰ ਸਿੰਘ ਕੰਗ ਅਤੇ ਵਿਧਾਇਕ ਕੁਲਵੰਤ ਸਿੰਘ ਨੇ ਮੋਹਾਲੀ ਦੇ ਪਿੰਡਾਂ ਵਿੱਚ ਜਿਮ, ਸੌਲਰ ਲਾਈਟਾਂ ਅਤੇ ਬੈਂਚ ਲੋਕ ਅਰਪਿਤ ਕੀਤੇ <box>530 759 1000 829</box>
dateline-city: ਪਟਿਆਲਾ 3 ਜਨਵਰੀ <box>43 928 99 938</box>
body-text: ਸਮਾਜ ਭਲਾਈ ਕੰਮਾਂ ਵਿਚ ਮੋਹਰੀ ਕੰਮ ਕਰਨ ਵਾਲੇ ਮਾਤਾ ਨੈਨਾ ਦੇਵੀ ਕਲੱਬ ਪਟਿਆਲਾ ਵੱਲੋਂ <box>14 537 133 557</box>
photo-wrap <box>643 1419 883 1624</box>
column <box>769 1159 885 1211</box>
dateline-source: (ਪੈਗ਼ਾਮ-ਏ-ਜਗਤ) <box>47 940 95 950</box>
body-text: ਕੇ ਆਪਣੇ ਕਰ ਕਰਮਾ ਨਾਲ ਜਾਗਰਨ ਵਿੱਚ ਕਲੱਬ ਮੈਂਬਰਾਂ ਕਰਕੇ ਚਲੇ ਰਹੇ ਦੀ ਸ਼ੁਰੂਆਤ ਕਰਨੀ ਚਾਹੁੰਦੇ ਹਨ। ਮਾਤਾ ਦੇ ਜਾਗਰਨ ਵਿਚ ਕਲੱਬ ਵੱਲੋਂ ਆਣ ਦੇ ਸਾਰੇ ਮੈਂਬਰ ਸ਼ਾਮਲ ਹੋਏ। <box>388 681 498 732</box>
bullet-icon: ● <box>18 566 25 579</box>
